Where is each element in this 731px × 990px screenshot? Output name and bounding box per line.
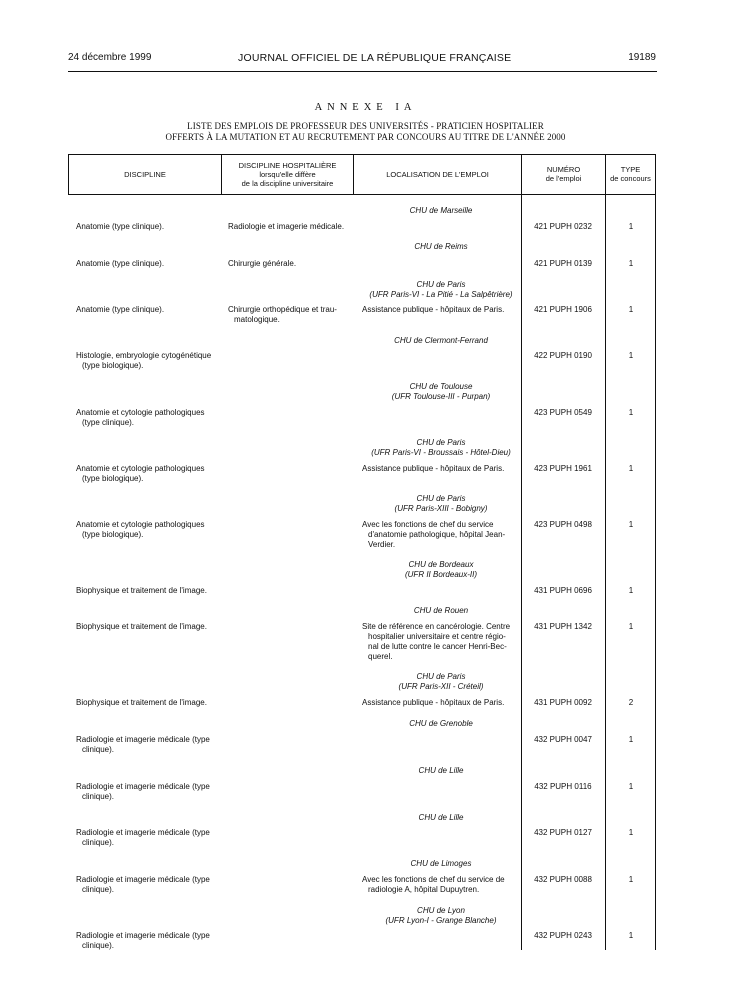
position-number-cell: 432 PUPH 0127 [534, 828, 592, 837]
page-header [68, 52, 656, 68]
chu-location-line: CHU de Reims [414, 242, 468, 251]
competition-type-cell: 1 [628, 782, 634, 791]
discipline-cell [76, 698, 222, 708]
location-description-cell [362, 698, 520, 708]
chu-location-line: CHU de Paris [416, 280, 466, 289]
discipline-line: Radiologie et imagerie médicale (type [76, 735, 210, 744]
chu-location [362, 206, 520, 216]
chu-location-line: (UFR Toulouse-III - Purpan) [391, 392, 491, 401]
discipline-line: Biophysique et traitement de l'image. [76, 586, 207, 595]
chu-location [362, 382, 520, 402]
chu-location [362, 242, 520, 252]
hospital-discipline-line: Chirurgie orthopédique et trau- [228, 305, 337, 314]
annex-subtitle-line-2: OFFERTS À LA MUTATION ET AU RECRUTEMENT PAR CONCOURS AU TITRE DE L'ANNÉE 2000 [165, 132, 566, 142]
col-header-hospital-discipline-line: DISCIPLINE HOSPITALIÈRE [238, 160, 337, 170]
position-number-cell: 421 PUPH 1906 [534, 305, 592, 314]
chu-location [362, 859, 520, 869]
position-number-cell: 432 PUPH 0243 [534, 931, 592, 940]
discipline-cell [76, 520, 222, 540]
col-header-localisation-label: LOCALISATION DE L'EMPLOI [386, 169, 489, 179]
discipline-line: Histologie, embryologie cytogénétique [76, 351, 212, 360]
location-description-cell [362, 305, 520, 315]
discipline-line: Biophysique et traitement de l'image. [76, 622, 207, 631]
chu-location-line: CHU de Toulouse [409, 382, 473, 391]
position-number-cell: 421 PUPH 0232 [534, 222, 592, 231]
chu-location-line: CHU de Lille [418, 766, 464, 775]
hospital-discipline-line: matologique. [234, 315, 280, 324]
discipline-cell [76, 351, 222, 371]
competition-type-cell: 1 [628, 875, 634, 884]
chu-location-line: CHU de Paris [416, 672, 466, 681]
location-description-cell [362, 622, 520, 662]
location-description-line: Avec les fonctions de chef du service de [362, 875, 505, 884]
col-header-hospital-discipline-line: de la discipline universitaire [241, 178, 334, 188]
position-number-cell: 423 PUPH 0498 [534, 520, 592, 529]
discipline-cell [76, 735, 222, 755]
discipline-cell [76, 408, 222, 428]
position-number-cell: 432 PUPH 0088 [534, 875, 592, 884]
chu-location-line: (UFR Paris-VI - Broussais - Hôtel-Dieu) [371, 448, 511, 457]
discipline-line: Radiologie et imagerie médicale (type [76, 782, 210, 791]
competition-type-cell: 1 [628, 464, 634, 473]
competition-type-cell: 1 [628, 305, 634, 314]
discipline-line: Biophysique et traitement de l'image. [76, 698, 207, 707]
col-header-hospital-discipline [222, 154, 353, 194]
annex-title: ANNEXE IA [314, 102, 417, 113]
location-description-line: hospitalier universitaire et centre régio- [368, 632, 506, 641]
chu-location-line: CHU de Bordeaux [408, 560, 474, 569]
discipline-line: Anatomie (type clinique). [76, 259, 165, 268]
location-description-line: nal de lutte contre le cancer Henri-Bec- [368, 642, 507, 651]
chu-location-line: CHU de Paris [416, 494, 466, 503]
discipline-line: (type biologique). [82, 361, 144, 370]
hospital-discipline-line: Chirurgie générale. [228, 259, 297, 268]
position-number-cell: 431 PUPH 1342 [534, 622, 592, 631]
chu-location [362, 813, 520, 823]
chu-location [362, 280, 520, 300]
discipline-line: clinique). [82, 838, 115, 847]
col-header-numero-line: de l'emploi [545, 174, 582, 183]
discipline-line: (type biologique). [82, 530, 144, 539]
col-header-hospital-discipline-line: lorsqu'elle diffère [259, 169, 316, 179]
competition-type-cell: 1 [628, 735, 634, 744]
header-rule [68, 71, 657, 72]
chu-location [362, 606, 520, 616]
position-number-cell: 422 PUPH 0190 [534, 351, 592, 360]
competition-type-cell: 1 [628, 259, 634, 268]
location-description-cell [362, 464, 520, 474]
position-number-cell: 432 PUPH 0116 [534, 782, 592, 791]
discipline-line: Anatomie et cytologie pathologiques [76, 464, 205, 473]
location-description-cell [362, 520, 520, 550]
discipline-cell [76, 875, 222, 895]
chu-location-line: CHU de Paris [416, 438, 466, 447]
competition-type-cell: 1 [628, 520, 634, 529]
discipline-line: Anatomie (type clinique). [76, 222, 165, 231]
chu-location-line: (UFR II Bordeaux-II) [404, 570, 477, 579]
location-description-line: Site de référence en cancérologie. Centre [362, 622, 511, 631]
chu-location [362, 672, 520, 692]
competition-type-cell: 1 [628, 408, 634, 417]
discipline-line: Radiologie et imagerie médicale (type [76, 931, 210, 940]
chu-location [362, 336, 520, 346]
discipline-cell [76, 305, 222, 315]
discipline-line: clinique). [82, 792, 115, 801]
position-number-cell: 432 PUPH 0047 [534, 735, 592, 744]
location-description-line: Assistance publique - hôpitaux de Paris. [362, 464, 505, 473]
table-header-border [68, 194, 656, 195]
discipline-cell [76, 782, 222, 802]
col-header-localisation [354, 154, 521, 194]
position-number-cell: 423 PUPH 0549 [534, 408, 592, 417]
chu-location-line: CHU de Lille [418, 813, 464, 822]
discipline-line: clinique). [82, 745, 115, 754]
col-header-type [606, 154, 655, 194]
chu-location-line: (UFR Lyon-I - Grange Blanche) [385, 916, 497, 925]
col-header-numero-line: NUMÉRO [546, 165, 581, 174]
col-header-discipline [69, 154, 221, 194]
discipline-line: Radiologie et imagerie médicale (type [76, 828, 210, 837]
discipline-line: (type clinique). [82, 418, 135, 427]
competition-type-cell: 2 [628, 698, 634, 707]
competition-type-cell: 1 [628, 622, 634, 631]
chu-location [362, 719, 520, 729]
header-journal-title: JOURNAL OFFICIEL DE LA RÉPUBLIQUE FRANÇAISE [238, 52, 512, 64]
discipline-cell [76, 222, 222, 232]
location-description-line: Avec les fonctions de chef du service [362, 520, 494, 529]
discipline-line: (type biologique). [82, 474, 144, 483]
col-header-discipline-label: DISCIPLINE [124, 169, 166, 179]
position-number-cell: 431 PUPH 0092 [534, 698, 592, 707]
hospital-discipline-cell [228, 259, 350, 269]
discipline-line: clinique). [82, 941, 115, 950]
competition-type-cell: 1 [628, 828, 634, 837]
competition-type-cell: 1 [628, 222, 634, 231]
position-number-cell: 423 PUPH 1961 [534, 464, 592, 473]
discipline-cell [76, 828, 222, 848]
chu-location-line: CHU de Lyon [417, 906, 465, 915]
discipline-line: Anatomie (type clinique). [76, 305, 165, 314]
discipline-cell [76, 622, 222, 632]
position-number-cell: 431 PUPH 0696 [534, 586, 592, 595]
chu-location-line: CHU de Marseille [409, 206, 473, 215]
competition-type-cell: 1 [628, 351, 634, 360]
location-description-line: Verdier. [368, 540, 396, 549]
col-header-type-line: de concours [610, 174, 651, 183]
location-description-cell [362, 875, 520, 895]
chu-location-line: (UFR Paris-VI - La Pitié - La Salpêtrière) [369, 290, 513, 299]
location-description-line: d'anatomie pathologique, hôpital Jean- [368, 530, 506, 539]
hospital-discipline-cell [228, 305, 350, 325]
annex-subtitle-line-1: LISTE DES EMPLOIS DE PROFESSEUR DES UNIVERSITÉS - PRATICIEN HOSPITALIER [187, 121, 544, 131]
chu-location-line: CHU de Clermont-Ferrand [394, 336, 488, 345]
location-description-line: radiologie A, hôpital Dupuytren. [368, 885, 480, 894]
location-description-line: Assistance publique - hôpitaux de Paris. [362, 698, 505, 707]
chu-location [362, 906, 520, 926]
hospital-discipline-line: Radiologie et imagerie médicale. [228, 222, 345, 231]
position-number-cell: 421 PUPH 0139 [534, 259, 592, 268]
chu-location [362, 438, 520, 458]
col-header-type-line: TYPE [620, 165, 641, 174]
discipline-cell [76, 464, 222, 484]
discipline-line: clinique). [82, 885, 115, 894]
discipline-cell [76, 931, 222, 951]
col-header-numero [522, 154, 605, 194]
header-page-number: 19189 [628, 52, 656, 63]
chu-location-line: (UFR Paris-XIII - Bobigny) [394, 504, 488, 513]
discipline-line: Anatomie et cytologie pathologiques [76, 520, 205, 529]
chu-location-line: CHU de Limoges [410, 859, 472, 868]
chu-location-line: (UFR Paris-XII - Créteil) [398, 682, 484, 691]
chu-location-line: CHU de Rouen [413, 606, 469, 615]
discipline-cell [76, 586, 222, 596]
chu-location [362, 560, 520, 580]
chu-location [362, 766, 520, 776]
header-date: 24 décembre 1999 [68, 52, 152, 63]
competition-type-cell: 1 [628, 586, 634, 595]
hospital-discipline-cell [228, 222, 350, 232]
location-description-line: querel. [368, 652, 393, 661]
discipline-line: Anatomie et cytologie pathologiques [76, 408, 205, 417]
chu-location-line: CHU de Grenoble [409, 719, 473, 728]
competition-type-cell: 1 [628, 931, 634, 940]
location-description-line: Assistance publique - hôpitaux de Paris. [362, 305, 505, 314]
discipline-cell [76, 259, 222, 269]
discipline-line: Radiologie et imagerie médicale (type [76, 875, 210, 884]
chu-location [362, 494, 520, 514]
